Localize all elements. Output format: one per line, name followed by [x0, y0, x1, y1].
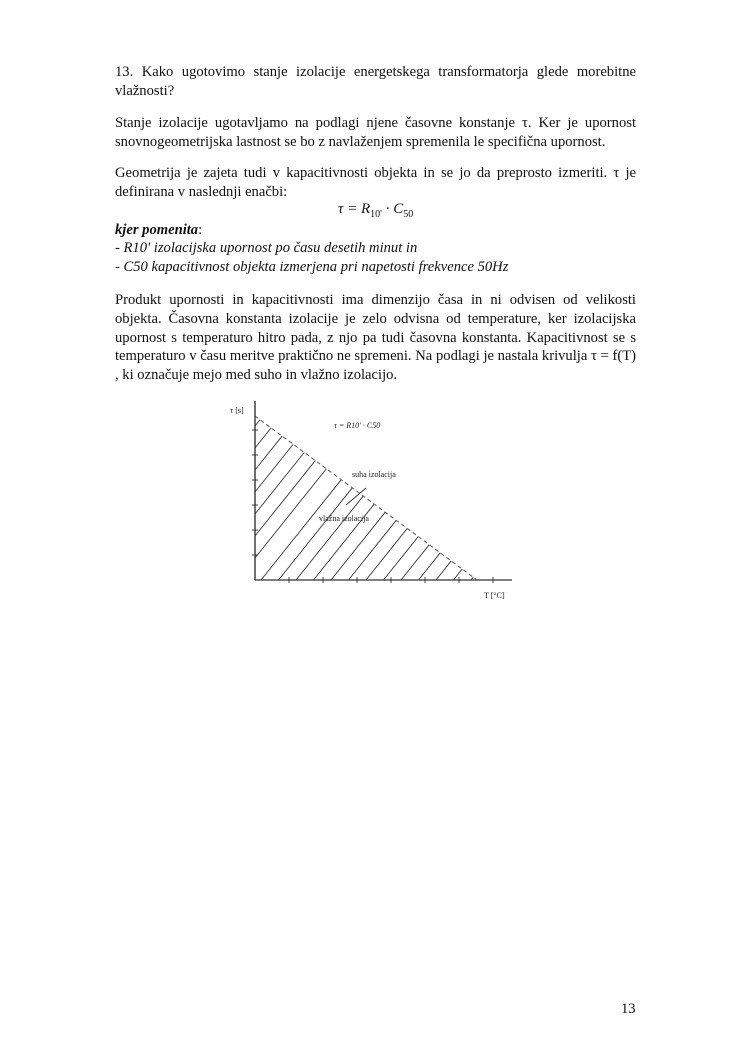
hatch-line: [255, 436, 282, 470]
hatch-line: [255, 428, 271, 448]
page-number: 13: [621, 1001, 636, 1017]
hatch-line: [255, 444, 293, 492]
hatch-line: [349, 520, 397, 580]
where-label: kjer pomenita: [115, 222, 199, 238]
hatch-line: [296, 496, 363, 580]
hatch-line: [261, 480, 341, 580]
hatch-line: [366, 528, 407, 580]
figure-formula: τ = R10' · C50: [334, 421, 381, 430]
boundary-curve: [255, 416, 477, 580]
paragraph-product: Produkt upornosti in kapacitivnosti ima dimenzijo časa in ni odvisen od velikosti objekta. Časovna konstanta izolacije je zelo odvisna od temperature, ker izolacijska upornost s temperaturo hitro pada, z njo pa tudi časovna konstanta. Kapacitivnost se s temperaturo v času meritve praktično ne spremeni. Na podlagi je nastala krivulja τ = f(T) , ki označuje mejo med suho in vlažno izolacijo.: [115, 292, 636, 384]
hatch-line: [255, 461, 315, 536]
wet-region-hatching: [255, 420, 473, 580]
x-axis-label: T [°C]: [484, 591, 505, 600]
equation-sub-c: 50: [403, 209, 414, 220]
paragraph-time-constant: Stanje izolacije ugotavljamo na podlagi njene časovne konstanje τ. Ker je upornost snovnogeometrijska lastnost se bo z navlaženjem spremenila le specifična upornost.: [115, 115, 636, 150]
hatch-line: [454, 569, 463, 580]
y-axis-label: τ [s]: [230, 406, 244, 415]
hatch-line: [255, 469, 326, 558]
definition-r10: - R10' izolacijska upornost po času desetih minut in: [115, 240, 418, 256]
hatch-line: [384, 537, 419, 580]
dry-insulation-label: suha izolacija: [352, 470, 396, 479]
paragraph-geometry: Geometrija je zajeta tudi v kapacitivnosti objekta in se jo da preprosto izmeriti. τ je definirana v naslednji enačbi:: [115, 165, 636, 200]
equation-sub-r: 10': [370, 209, 382, 220]
hatch-line: [255, 420, 260, 426]
equation-mid: · C: [381, 201, 404, 217]
question-heading: 13. Kako ugotovimo stanje izolacije energetskega transformatorja glede morebitne vlažnosti?: [115, 64, 636, 99]
hatch-line: [419, 553, 441, 580]
hatch-line: [279, 488, 353, 580]
definition-c50: - C50 kapacitivnost objekta izmerjena pri napetosti frekvence 50Hz: [115, 259, 509, 275]
hatch-line: [401, 545, 429, 580]
where-colon: :: [198, 222, 203, 238]
equation-lhs: τ = R: [338, 201, 371, 217]
wet-insulation-label: vlažna izolacija: [319, 514, 369, 523]
hatch-line: [436, 561, 451, 580]
